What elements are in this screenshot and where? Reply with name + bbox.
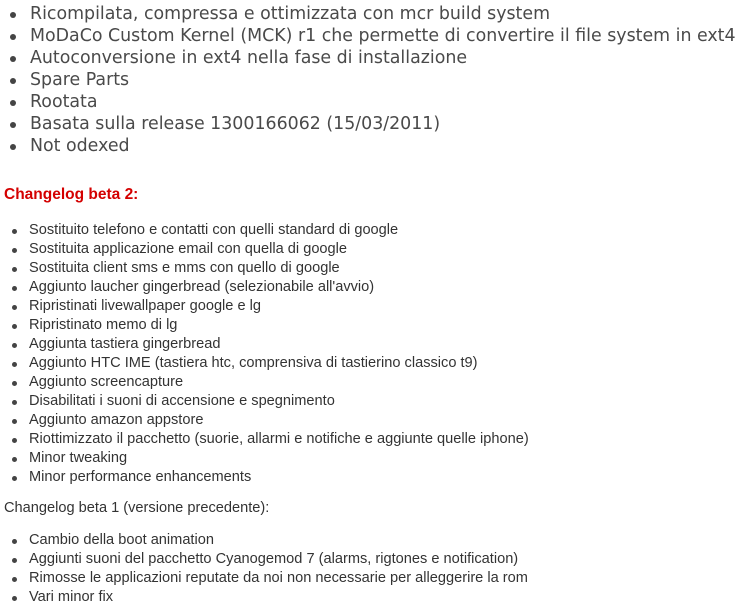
list-item-text: Rimosse le applicazioni reputate da noi non necessarie per alleggerire la rom [29,570,528,586]
bullet-icon [12,457,17,462]
bullet-icon [12,419,17,424]
list-item [12,278,529,297]
list-item [12,430,529,449]
list-item-text: Aggiunto screencapture [29,374,184,390]
list-item-text: Spare Parts [30,70,130,90]
list-item-text: Disabilitati i suoni di accensione e spegnimento [29,393,335,409]
bullet-icon [12,438,17,443]
list-item-text: Aggiunto laucher gingerbread (selezionabile all'avvio) [29,279,375,295]
list-item-text: Sostituita client sms e mms con quello di google [29,260,340,276]
list-item [12,569,528,588]
list-item [12,411,529,430]
bullet-icon [12,324,17,329]
bullet-icon [10,78,16,84]
bullet-icon [12,558,17,563]
list-item-text: Minor tweaking [29,450,128,466]
bullet-icon [12,476,17,481]
list-item [10,3,736,25]
list-item [12,316,529,335]
list-item-text: Aggiunto HTC IME (tastiera htc, comprensiva di tastierino classico t9) [29,355,478,371]
bullet-icon [10,144,16,150]
beta1-changelog-list [12,531,528,607]
bullet-icon [10,56,16,62]
list-item [12,297,529,316]
list-item [12,392,529,411]
list-item [12,449,529,468]
list-item-text: Vari minor fix [29,589,114,605]
bullet-icon [12,400,17,405]
list-item [10,69,736,91]
bullet-icon [10,34,16,40]
bullet-icon [12,248,17,253]
list-item-text: Ripristinato memo di lg [29,317,178,333]
list-item-text: Cambio della boot animation [29,532,214,548]
list-item [10,91,736,113]
list-item-text: Riottimizzato il pacchetto (suorie, allarmi e notifiche e aggiunte quelle iphone) [29,431,529,447]
feature-list [10,3,736,157]
list-item [12,550,528,569]
list-item-text: Minor performance enhancements [29,469,252,485]
list-item-text: Aggiunta tastiera gingerbread [29,336,221,352]
list-item-text: Ripristinati livewallpaper google e lg [29,298,262,314]
bullet-icon [12,539,17,544]
list-item [10,47,736,69]
list-item [12,531,528,550]
list-item [12,373,529,392]
list-item-text: Autoconversione in ext4 nella fase di installazione [30,48,468,68]
bullet-icon [12,229,17,234]
list-item [12,221,529,240]
list-item [12,588,528,607]
bullet-icon [10,100,16,106]
changelog-beta2-heading: Changelog beta 2: [4,186,139,203]
list-item-text: Aggiunti suoni del pacchetto Cyanogemod 7 (alarms, rigtones e notification) [29,551,519,567]
bullet-icon [12,267,17,272]
list-item [12,259,529,278]
beta2-changelog-list [12,221,529,487]
bullet-icon [10,12,16,18]
list-item [12,354,529,373]
list-item [10,25,736,47]
list-item [12,468,529,487]
bullet-icon [12,362,17,367]
list-item [12,335,529,354]
list-item [10,113,736,135]
list-item [12,240,529,259]
list-item-text: Sostituita applicazione email con quella di google [29,241,348,257]
bullet-icon [10,122,16,128]
list-item-text: Basata sulla release 1300166062 (15/03/2011) [30,114,441,134]
list-item-text: Aggiunto amazon appstore [29,412,204,428]
bullet-icon [12,343,17,348]
bullet-icon [12,596,17,601]
list-item [10,135,736,157]
list-item-text: Rootata [30,92,98,112]
bullet-icon [12,381,17,386]
bullet-icon [12,286,17,291]
changelog-beta1-heading: Changelog beta 1 (versione precedente): [4,500,270,516]
bullet-icon [12,305,17,310]
bullet-icon [12,577,17,582]
list-item-text: MoDaCo Custom Kernel (MCK) r1 che permette di convertire il file system in ext4 [30,26,736,46]
list-item-text: Sostituito telefono e contatti con quelli standard di google [29,222,399,238]
list-item-text: Ricompilata, compressa e ottimizzata con mcr build system [30,4,551,24]
list-item-text: Not odexed [30,136,130,156]
